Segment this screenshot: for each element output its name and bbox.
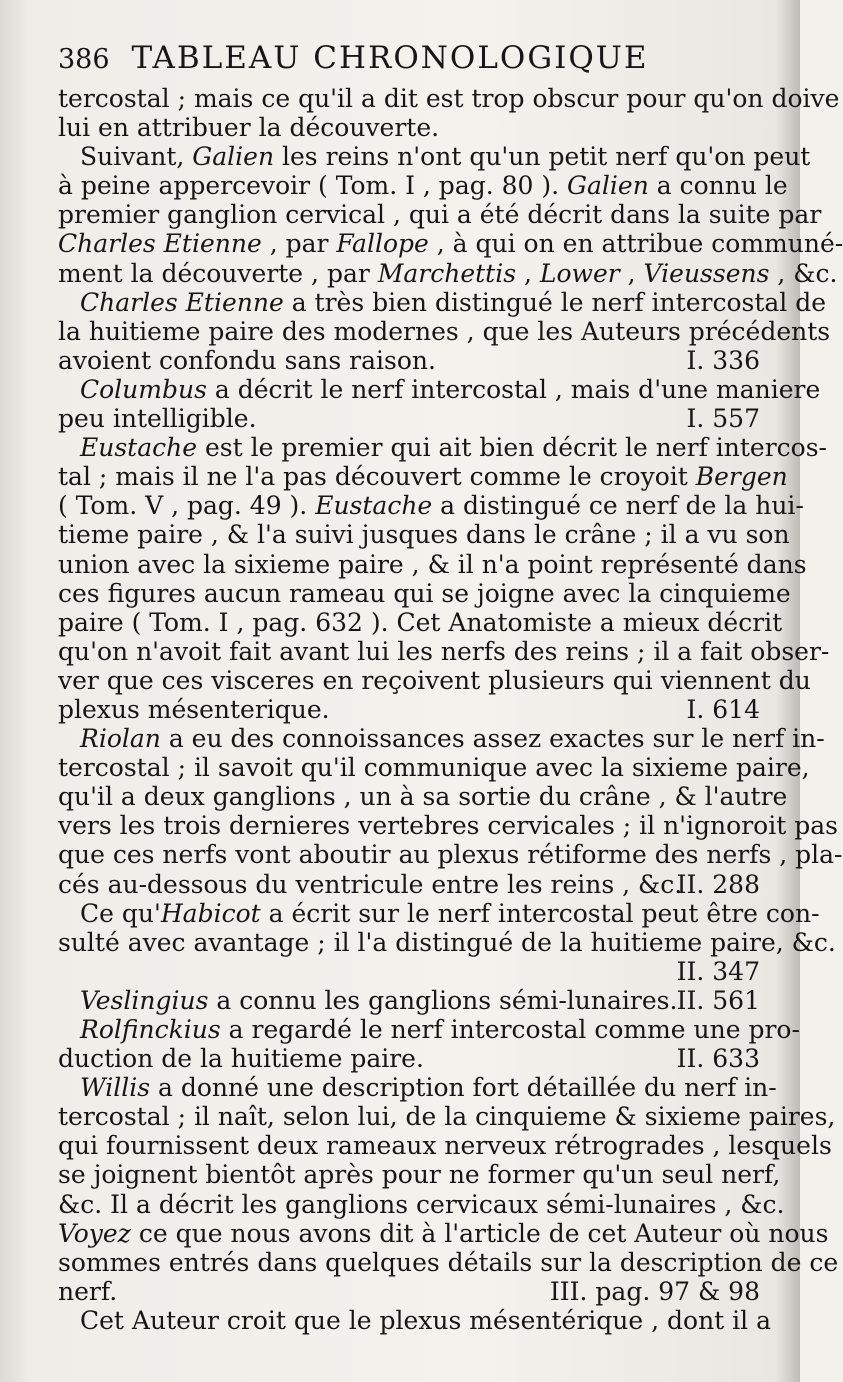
text-body [58, 84, 843, 1335]
text-line [58, 316, 831, 346]
text-line [58, 520, 790, 550]
text-line [58, 1218, 829, 1248]
line-text: vers les trois dernieres vertebres cervicales ; il n'ignoroit pas [58, 811, 838, 841]
line-text: à peine appercevoir ( Tom. I , pag. 80 ). Galien a connu le [58, 171, 788, 201]
line-text: avoient confondu sans raison. [58, 345, 436, 375]
line-text: Charles Etienne , par Fallope , à qui on en attribue communé- [58, 229, 843, 259]
text-line [58, 142, 811, 172]
volume-page-reference: II. 633 [676, 1044, 760, 1074]
line-text: tieme paire , & l'a suivi jusques dans le crâne ; il a vu son [58, 520, 790, 550]
text-line [58, 1247, 839, 1277]
running-title: TABLEAU CHRONOLOGIQUE [131, 40, 649, 76]
line-text: ( Tom. V , pag. 49 ). Eustache a distingué ce nerf de la hui- [58, 491, 804, 521]
line-text: sommes entrés dans quelques détails sur la description de ce [58, 1247, 839, 1277]
text-line [58, 1189, 785, 1219]
line-text: premier ganglion cervical , qui a été décrit dans la suite par [58, 200, 822, 230]
text-line [58, 1305, 772, 1335]
line-text: tercostal ; il savoit qu'il communique avec la sixieme paire, [58, 753, 810, 783]
volume-page-reference: I. 557 [686, 404, 760, 434]
line-text: lui en attribuer la découverte. [58, 113, 440, 143]
text-line [58, 1073, 777, 1103]
text-line [58, 374, 821, 404]
text-line [58, 1131, 832, 1161]
volume-page-reference: II. 561 [676, 985, 760, 1015]
line-text: tercostal ; il naît, selon lui, de la cinquieme & sixieme paires, [58, 1102, 836, 1132]
text-line [58, 113, 760, 142]
line-text: paire ( Tom. I , pag. 632 ). Cet Anatomiste a mieux décrit [58, 607, 783, 637]
text-line [58, 229, 843, 259]
text-line [58, 200, 822, 230]
text-line [58, 258, 838, 288]
line-text: Rolfinckius a regardé le nerf intercostal comme une pro- [80, 1015, 800, 1044]
text-line [58, 462, 788, 492]
text-line [58, 1277, 760, 1306]
line-text: ces figures aucun rameau qui se joigne avec la cinquieme [58, 578, 791, 608]
line-text: que ces nerfs vont aboutir au plexus rétiforme des nerfs , pla- [58, 840, 843, 870]
line-text: la huitieme paire des modernes , que les Auteurs précédents [58, 316, 831, 346]
volume-page-reference: III. pag. 97 & 98 [549, 1276, 760, 1306]
line-text: Willis a donné une description fort détaillée du nerf in- [80, 1073, 777, 1103]
text-line [58, 753, 810, 783]
text-line [58, 957, 760, 986]
text-line [58, 578, 791, 608]
line-text: tercostal ; mais ce qu'il a dit est trop obscur pour qu'on doive [58, 84, 840, 113]
line-text: Ce qu'Habicot a écrit sur le nerf intercostal peut être con- [80, 898, 820, 928]
line-text: sulté avec avantage ; il l'a distingué de la huitieme paire, &c. [58, 927, 836, 957]
text-line [58, 171, 788, 201]
text-line [58, 1160, 781, 1190]
text-line [58, 695, 760, 724]
line-text: Riolan a eu des connoissances assez exactes sur le nerf in- [80, 724, 825, 754]
text-line [58, 404, 760, 433]
text-line [58, 636, 830, 666]
volume-page-reference: I. 336 [686, 345, 760, 375]
page-number: 386 [58, 44, 110, 75]
text-line [58, 433, 827, 463]
text-line [58, 811, 838, 841]
line-text: Veslingius a connu les ganglions sémi-lunaires. [80, 985, 678, 1015]
text-line [58, 607, 783, 637]
volume-page-reference: II. 288 [676, 869, 760, 899]
text-line [58, 665, 811, 695]
text-line [58, 1102, 836, 1132]
line-text: Eustache est le premier qui ait bien décrit le nerf intercos- [80, 433, 827, 463]
line-text: Voyez ce que nous avons dit à l'article de cet Auteur où nous [58, 1218, 829, 1248]
line-text: Suivant, Galien les reins n'ont qu'un petit nerf qu'on peut [80, 142, 811, 172]
text-line [58, 898, 820, 928]
line-text: II. 347 [676, 956, 760, 986]
line-text: se joignent bientôt après pour ne former qu'un seul nerf, [58, 1160, 781, 1190]
line-text: qu'il a deux ganglions , un à sa sortie du crâne , & l'autre [58, 782, 788, 812]
line-text: Charles Etienne a très bien distingué le nerf intercostal de [80, 287, 827, 317]
volume-page-reference: I. 614 [686, 694, 760, 724]
running-header [58, 38, 760, 80]
line-text: ment la découverte , par Marchettis , Lower , Vieussens , &c. [58, 258, 838, 288]
line-text: qui fournissent deux rameaux nerveux rétrogrades , lesquels [58, 1131, 832, 1161]
text-line [58, 927, 836, 957]
line-text: duction de la huitieme paire. [58, 1044, 424, 1074]
text-line [58, 1044, 760, 1073]
line-text: union avec la sixieme paire , & il n'a point représenté dans [58, 549, 807, 579]
line-text: ver que ces visceres en reçoivent plusieurs qui viennent du [58, 665, 811, 695]
text-line [58, 549, 807, 579]
text-line [58, 84, 840, 113]
line-text: peu intelligible. [58, 404, 257, 434]
line-text: Columbus a décrit le nerf intercostal , mais d'une maniere [80, 374, 821, 404]
line-text: &c. Il a décrit les ganglions cervicaux sémi-lunaires , &c. [58, 1189, 785, 1219]
line-text: Cet Auteur croit que le plexus mésentérique , dont il a [80, 1305, 772, 1335]
line-text: cés au-dessous du ventricule entre les reins , &c. [58, 869, 683, 899]
line-text: tal ; mais il ne l'a pas découvert comme le croyoit Bergen [58, 462, 788, 492]
text-line [58, 986, 760, 1015]
text-line [58, 346, 760, 375]
text-line [58, 870, 760, 899]
text-line [58, 1015, 800, 1044]
text-line [58, 491, 804, 521]
line-text: nerf. [58, 1276, 118, 1306]
text-line [58, 840, 843, 870]
line-text: qu'on n'avoit fait avant lui les nerfs des reins ; il a fait obser- [58, 636, 830, 666]
text-line [58, 287, 827, 317]
text-line [58, 782, 788, 812]
text-line [58, 724, 825, 754]
line-text: plexus mésenterique. [58, 694, 330, 724]
